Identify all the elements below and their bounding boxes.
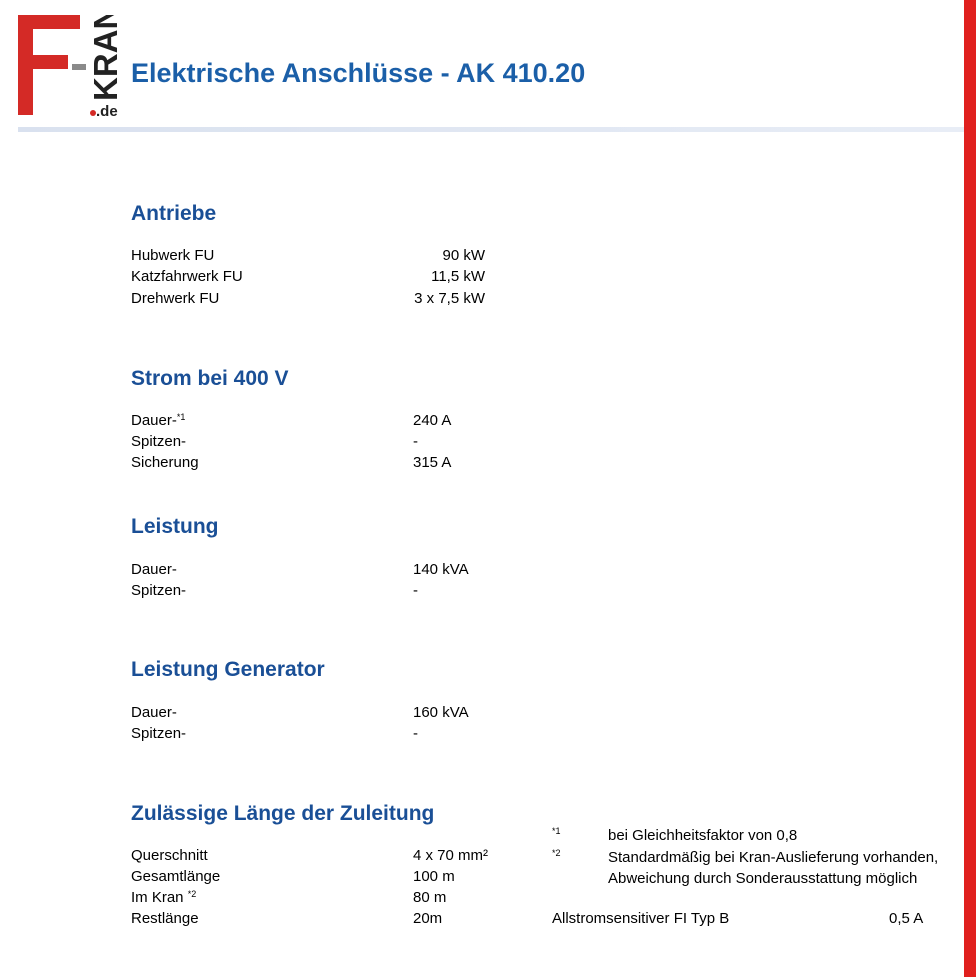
row-value: -: [413, 725, 418, 742]
row-label: Katzfahrwerk FU: [131, 268, 243, 285]
footnote-text-2-line-2: Abweichung durch Sonderausstattung möglich: [608, 870, 918, 887]
row-value: 100 m: [413, 868, 455, 885]
row-restlaenge: [131, 908, 511, 929]
row-value: 3 x 7,5 kW: [414, 290, 485, 307]
row-value: 80 m: [413, 889, 447, 906]
row-drehwerk: [131, 288, 511, 309]
row-value: -: [413, 433, 418, 450]
row-label: Drehwerk FU: [131, 290, 220, 307]
row-label: Spitzen-: [131, 433, 187, 450]
logo-kran-text: KRAN: [87, 15, 122, 101]
section-title-generator: Leistung Generator: [131, 658, 325, 681]
row-value: 240 A: [413, 412, 452, 429]
f-kran-logo: [18, 15, 122, 119]
footnote-mark-1: *1: [552, 826, 561, 836]
row-im-kran: [131, 887, 511, 908]
row-hubwerk: [131, 245, 511, 266]
row-strom-spitzen: [131, 431, 511, 452]
row-label: Restlänge: [131, 910, 199, 927]
row-value: 4 x 70 mm²: [413, 847, 489, 864]
row-katzfahrwerk: [131, 266, 511, 287]
row-value: 11,5 kW: [431, 268, 485, 285]
footnote-ref: *1: [176, 412, 186, 422]
row-value: 140 kVA: [413, 561, 469, 578]
section-title-antriebe: Antriebe: [131, 202, 217, 225]
right-edge-bar: [964, 0, 976, 977]
footnote-text-1: bei Gleichheitsfaktor von 0,8: [608, 827, 798, 844]
footnote-text-2-line-1: Standardmäßig bei Kran-Auslieferung vorhanden,: [608, 849, 939, 866]
row-label: Spitzen-: [131, 725, 187, 742]
page-title: Elektrische Anschlüsse - AK 410.20: [131, 58, 586, 88]
row-value: 160 kVA: [413, 704, 469, 721]
row-value: 20m: [413, 910, 443, 927]
row-label: Gesamtlänge: [131, 868, 221, 885]
row-value: 90 kW: [442, 247, 485, 264]
row-sicherung: [131, 452, 511, 473]
row-leistung-dauer: [131, 559, 511, 580]
row-generator-dauer: [131, 702, 511, 723]
row-label: Im Kran $^{*2}$: [131, 889, 197, 906]
row-gesamtlaenge: [131, 866, 511, 887]
row-generator-spitzen: [131, 723, 511, 744]
section-title-zuleitung: Zulässige Länge der Zuleitung: [131, 802, 435, 825]
section-title-leistung: Leistung: [131, 515, 219, 538]
row-value: -: [413, 582, 418, 599]
row-leistung-spitzen: [131, 580, 511, 601]
row-label: Dauer-: [131, 704, 177, 721]
footnote-ref: *2: [187, 889, 197, 899]
section-title-strom: Strom bei 400 V: [131, 367, 289, 390]
row-label: Sicherung: [131, 454, 199, 471]
row-querschnitt: [131, 845, 511, 866]
row-label: Querschnitt: [131, 847, 208, 864]
header-divider: [18, 127, 964, 132]
fi-label: Allstromsensitiver FI Typ B: [552, 910, 730, 927]
row-label: Dauer-: [131, 561, 177, 578]
row-label: Spitzen-: [131, 582, 187, 599]
row-value: 315 A: [413, 454, 452, 471]
logo-de-text: .de: [96, 103, 118, 119]
row-label: Dauer-$^{*1}$: [131, 412, 186, 429]
row-strom-dauer: [131, 410, 511, 431]
footnote-mark-2: *2: [552, 848, 561, 858]
row-label: Hubwerk FU: [131, 247, 215, 264]
fi-value: 0,5 A: [889, 910, 924, 927]
